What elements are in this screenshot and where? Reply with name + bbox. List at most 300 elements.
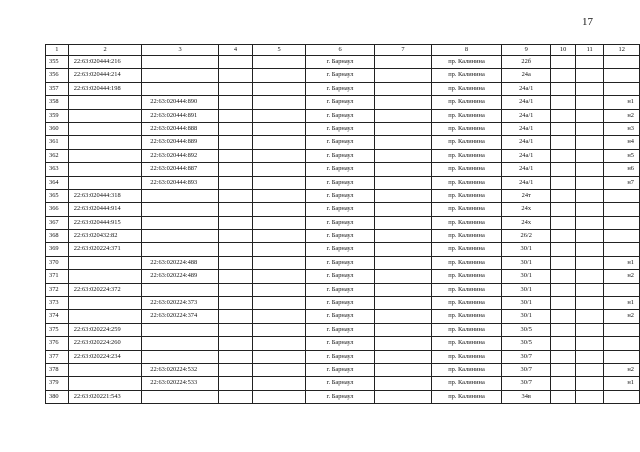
city-cell: г. Барнаул [306, 243, 375, 256]
house-number-cell: 30/1 [502, 256, 551, 269]
empty-cell [375, 350, 432, 363]
city-cell: г. Барнаул [306, 390, 375, 403]
empty-cell [218, 216, 252, 229]
cadastral-number-cell [68, 176, 142, 189]
table-row [46, 350, 640, 363]
empty-cell [218, 56, 252, 69]
empty-cell [575, 216, 604, 229]
city-cell: г. Барнаул [306, 122, 375, 135]
table-row [46, 216, 640, 229]
empty-cell [253, 363, 306, 376]
table-row [46, 82, 640, 95]
empty-cell [253, 149, 306, 162]
empty-cell [253, 310, 306, 323]
empty-cell [218, 243, 252, 256]
table-row [46, 96, 640, 109]
empty-cell [253, 323, 306, 336]
street-cell: пр. Калинина [431, 323, 501, 336]
row-number-cell: 357 [46, 82, 69, 95]
city-cell: г. Барнаул [306, 69, 375, 82]
cadastral-number-cell [68, 377, 142, 390]
empty-cell [551, 149, 576, 162]
premises-cadastral-number-cell: 22:63:020444:889 [142, 136, 219, 149]
empty-cell [375, 390, 432, 403]
premises-number-cell [604, 337, 640, 350]
empty-cell [253, 82, 306, 95]
row-number-cell: 374 [46, 310, 69, 323]
premises-number-cell: н2 [604, 310, 640, 323]
house-number-cell: 24а/1 [502, 96, 551, 109]
row-number-cell: 361 [46, 136, 69, 149]
empty-cell [575, 136, 604, 149]
empty-cell [575, 390, 604, 403]
premises-cadastral-number-cell: 22:63:020224:489 [142, 270, 219, 283]
empty-cell [218, 390, 252, 403]
table-row [46, 270, 640, 283]
empty-cell [575, 230, 604, 243]
registry-table [45, 44, 640, 404]
table-row [46, 283, 640, 296]
table-row [46, 136, 640, 149]
empty-cell [218, 176, 252, 189]
row-number-cell: 364 [46, 176, 69, 189]
street-cell: пр. Калинина [431, 163, 501, 176]
empty-cell [551, 203, 576, 216]
empty-cell [218, 270, 252, 283]
cadastral-number-cell [68, 270, 142, 283]
house-number-cell: 30/5 [502, 337, 551, 350]
empty-cell [575, 256, 604, 269]
cadastral-number-cell: 22:63:020432:82 [68, 230, 142, 243]
col-header-3: 3 [142, 45, 219, 56]
city-cell: г. Барнаул [306, 109, 375, 122]
empty-cell [218, 377, 252, 390]
empty-cell [253, 390, 306, 403]
premises-cadastral-number-cell: 22:63:020444:893 [142, 176, 219, 189]
empty-cell [218, 189, 252, 202]
street-cell: пр. Калинина [431, 337, 501, 350]
empty-cell [375, 96, 432, 109]
empty-cell [218, 283, 252, 296]
premises-number-cell: н4 [604, 136, 640, 149]
empty-cell [218, 230, 252, 243]
empty-cell [575, 270, 604, 283]
empty-cell [375, 256, 432, 269]
empty-cell [575, 189, 604, 202]
col-header-5: 5 [253, 45, 306, 56]
row-number-cell: 376 [46, 337, 69, 350]
row-number-cell: 362 [46, 149, 69, 162]
table-row [46, 176, 640, 189]
house-number-cell: 30/1 [502, 297, 551, 310]
empty-cell [575, 337, 604, 350]
empty-cell [375, 136, 432, 149]
empty-cell [253, 109, 306, 122]
cadastral-number-cell: 22:63:020444:915 [68, 216, 142, 229]
cadastral-number-cell: 22:63:020221:543 [68, 390, 142, 403]
empty-cell [253, 216, 306, 229]
empty-cell [575, 82, 604, 95]
premises-cadastral-number-cell: 22:63:020224:373 [142, 297, 219, 310]
premises-number-cell [604, 216, 640, 229]
city-cell: г. Барнаул [306, 82, 375, 95]
cadastral-number-cell: 22:63:020224:372 [68, 283, 142, 296]
premises-number-cell [604, 390, 640, 403]
premises-cadastral-number-cell [142, 69, 219, 82]
street-cell: пр. Калинина [431, 203, 501, 216]
empty-cell [253, 270, 306, 283]
city-cell: г. Барнаул [306, 297, 375, 310]
city-cell: г. Барнаул [306, 203, 375, 216]
col-header-4: 4 [218, 45, 252, 56]
empty-cell [575, 297, 604, 310]
empty-cell [575, 176, 604, 189]
col-header-8: 8 [431, 45, 501, 56]
table-header [46, 45, 640, 56]
empty-cell [575, 243, 604, 256]
premises-number-cell [604, 56, 640, 69]
empty-cell [575, 350, 604, 363]
street-cell: пр. Калинина [431, 122, 501, 135]
empty-cell [253, 350, 306, 363]
house-number-cell: 24а [502, 69, 551, 82]
empty-cell [253, 96, 306, 109]
premises-cadastral-number-cell [142, 230, 219, 243]
row-number-cell: 372 [46, 283, 69, 296]
premises-number-cell [604, 82, 640, 95]
cadastral-number-cell: 22:63:020224:371 [68, 243, 142, 256]
city-cell: г. Барнаул [306, 189, 375, 202]
premises-cadastral-number-cell [142, 56, 219, 69]
premises-cadastral-number-cell [142, 323, 219, 336]
empty-cell [575, 122, 604, 135]
house-number-cell: 30/5 [502, 323, 551, 336]
row-number-cell: 370 [46, 256, 69, 269]
empty-cell [218, 256, 252, 269]
street-cell: пр. Калинина [431, 350, 501, 363]
empty-cell [551, 189, 576, 202]
city-cell: г. Барнаул [306, 96, 375, 109]
table-row [46, 109, 640, 122]
premises-number-cell [604, 283, 640, 296]
city-cell: г. Барнаул [306, 350, 375, 363]
row-number-cell: 368 [46, 230, 69, 243]
empty-cell [575, 323, 604, 336]
cadastral-number-cell [68, 136, 142, 149]
cadastral-number-cell: 22:63:020444:198 [68, 82, 142, 95]
premises-number-cell [604, 189, 640, 202]
row-number-cell: 360 [46, 122, 69, 135]
house-number-cell: 24х [502, 203, 551, 216]
street-cell: пр. Калинина [431, 297, 501, 310]
header-row [46, 45, 640, 56]
house-number-cell: 30/1 [502, 243, 551, 256]
city-cell: г. Барнаул [306, 56, 375, 69]
premises-cadastral-number-cell: 22:63:020224:533 [142, 377, 219, 390]
street-cell: пр. Калинина [431, 390, 501, 403]
empty-cell [375, 377, 432, 390]
empty-cell [551, 256, 576, 269]
empty-cell [575, 203, 604, 216]
city-cell: г. Барнаул [306, 149, 375, 162]
street-cell: пр. Калинина [431, 109, 501, 122]
empty-cell [375, 163, 432, 176]
empty-cell [551, 243, 576, 256]
premises-number-cell [604, 230, 640, 243]
table-row [46, 256, 640, 269]
cadastral-number-cell: 22:63:020224:259 [68, 323, 142, 336]
cadastral-number-cell: 22:63:020444:214 [68, 69, 142, 82]
street-cell: пр. Калинина [431, 149, 501, 162]
empty-cell [253, 230, 306, 243]
street-cell: пр. Калинина [431, 82, 501, 95]
empty-cell [551, 297, 576, 310]
table-row [46, 230, 640, 243]
house-number-cell: 30/1 [502, 270, 551, 283]
empty-cell [253, 189, 306, 202]
table-row [46, 189, 640, 202]
premises-cadastral-number-cell: 22:63:020444:890 [142, 96, 219, 109]
street-cell: пр. Калинина [431, 189, 501, 202]
empty-cell [375, 297, 432, 310]
premises-number-cell: н2 [604, 270, 640, 283]
empty-cell [551, 122, 576, 135]
col-header-1: 1 [46, 45, 69, 56]
street-cell: пр. Калинина [431, 363, 501, 376]
empty-cell [575, 363, 604, 376]
table-row [46, 149, 640, 162]
empty-cell [375, 122, 432, 135]
city-cell: г. Барнаул [306, 176, 375, 189]
empty-cell [575, 56, 604, 69]
empty-cell [375, 203, 432, 216]
premises-number-cell [604, 69, 640, 82]
row-number-cell: 380 [46, 390, 69, 403]
city-cell: г. Барнаул [306, 310, 375, 323]
premises-number-cell: н6 [604, 163, 640, 176]
premises-cadastral-number-cell [142, 390, 219, 403]
premises-cadastral-number-cell: 22:63:020444:887 [142, 163, 219, 176]
premises-cadastral-number-cell [142, 216, 219, 229]
city-cell: г. Барнаул [306, 163, 375, 176]
cadastral-number-cell [68, 363, 142, 376]
table-row [46, 122, 640, 135]
empty-cell [253, 256, 306, 269]
empty-cell [218, 163, 252, 176]
premises-cadastral-number-cell [142, 203, 219, 216]
empty-cell [375, 283, 432, 296]
empty-cell [375, 323, 432, 336]
city-cell: г. Барнаул [306, 270, 375, 283]
empty-cell [575, 96, 604, 109]
empty-cell [375, 189, 432, 202]
house-number-cell: 24а/1 [502, 163, 551, 176]
house-number-cell: 26/2 [502, 230, 551, 243]
empty-cell [375, 69, 432, 82]
empty-cell [253, 297, 306, 310]
premises-number-cell: н2 [604, 363, 640, 376]
premises-cadastral-number-cell: 22:63:020224:488 [142, 256, 219, 269]
street-cell: пр. Калинина [431, 136, 501, 149]
house-number-cell: 24х [502, 216, 551, 229]
empty-cell [551, 69, 576, 82]
empty-cell [551, 163, 576, 176]
street-cell: пр. Калинина [431, 230, 501, 243]
empty-cell [375, 216, 432, 229]
premises-number-cell: н2 [604, 109, 640, 122]
empty-cell [375, 109, 432, 122]
premises-cadastral-number-cell [142, 283, 219, 296]
col-header-11: 11 [575, 45, 604, 56]
table-row [46, 56, 640, 69]
house-number-cell: 24а/1 [502, 136, 551, 149]
empty-cell [551, 230, 576, 243]
premises-cadastral-number-cell: 22:63:020444:888 [142, 122, 219, 135]
row-number-cell: 379 [46, 377, 69, 390]
cadastral-number-cell [68, 109, 142, 122]
table-row [46, 203, 640, 216]
empty-cell [575, 109, 604, 122]
col-header-6: 6 [306, 45, 375, 56]
row-number-cell: 369 [46, 243, 69, 256]
street-cell: пр. Калинина [431, 243, 501, 256]
empty-cell [375, 82, 432, 95]
premises-number-cell: н1 [604, 256, 640, 269]
row-number-cell: 373 [46, 297, 69, 310]
street-cell: пр. Калинина [431, 283, 501, 296]
empty-cell [551, 96, 576, 109]
premises-number-cell: н1 [604, 96, 640, 109]
empty-cell [253, 203, 306, 216]
premises-number-cell: н7 [604, 176, 640, 189]
premises-number-cell [604, 203, 640, 216]
row-number-cell: 371 [46, 270, 69, 283]
empty-cell [218, 82, 252, 95]
row-number-cell: 366 [46, 203, 69, 216]
house-number-cell: 24а/1 [502, 122, 551, 135]
empty-cell [551, 176, 576, 189]
premises-number-cell [604, 243, 640, 256]
table-body [46, 56, 640, 404]
empty-cell [551, 56, 576, 69]
street-cell: пр. Калинина [431, 96, 501, 109]
empty-cell [551, 283, 576, 296]
empty-cell [375, 270, 432, 283]
premises-number-cell [604, 323, 640, 336]
empty-cell [551, 270, 576, 283]
house-number-cell: 24а/1 [502, 82, 551, 95]
col-header-7: 7 [375, 45, 432, 56]
table-row [46, 297, 640, 310]
table-row [46, 363, 640, 376]
cadastral-number-cell: 22:63:020444:318 [68, 189, 142, 202]
table-row [46, 310, 640, 323]
premises-cadastral-number-cell [142, 243, 219, 256]
street-cell: пр. Калинина [431, 176, 501, 189]
street-cell: пр. Калинина [431, 256, 501, 269]
empty-cell [218, 203, 252, 216]
empty-cell [551, 216, 576, 229]
city-cell: г. Барнаул [306, 230, 375, 243]
empty-cell [253, 163, 306, 176]
table-row [46, 390, 640, 403]
house-number-cell: 30/7 [502, 363, 551, 376]
cadastral-number-cell [68, 122, 142, 135]
empty-cell [575, 283, 604, 296]
empty-cell [218, 149, 252, 162]
cadastral-number-cell: 22:63:020224:260 [68, 337, 142, 350]
city-cell: г. Барнаул [306, 216, 375, 229]
house-number-cell: 34в [502, 390, 551, 403]
empty-cell [218, 96, 252, 109]
city-cell: г. Барнаул [306, 323, 375, 336]
premises-number-cell: н5 [604, 149, 640, 162]
cadastral-number-cell [68, 163, 142, 176]
city-cell: г. Барнаул [306, 377, 375, 390]
premises-number-cell: н3 [604, 122, 640, 135]
row-number-cell: 358 [46, 96, 69, 109]
row-number-cell: 367 [46, 216, 69, 229]
col-header-9: 9 [502, 45, 551, 56]
table-row [46, 323, 640, 336]
empty-cell [551, 363, 576, 376]
empty-cell [375, 56, 432, 69]
empty-cell [551, 337, 576, 350]
empty-cell [551, 377, 576, 390]
house-number-cell: 24а/1 [502, 176, 551, 189]
row-number-cell: 378 [46, 363, 69, 376]
table-row [46, 69, 640, 82]
empty-cell [375, 310, 432, 323]
street-cell: пр. Калинина [431, 310, 501, 323]
street-cell: пр. Калинина [431, 270, 501, 283]
street-cell: пр. Калинина [431, 56, 501, 69]
street-cell: пр. Калинина [431, 216, 501, 229]
premises-cadastral-number-cell [142, 350, 219, 363]
empty-cell [551, 136, 576, 149]
empty-cell [218, 109, 252, 122]
empty-cell [551, 323, 576, 336]
empty-cell [218, 136, 252, 149]
city-cell: г. Барнаул [306, 283, 375, 296]
row-number-cell: 365 [46, 189, 69, 202]
empty-cell [253, 243, 306, 256]
house-number-cell: 24а/1 [502, 149, 551, 162]
empty-cell [218, 337, 252, 350]
page-number: 17 [582, 16, 593, 28]
house-number-cell: 30/7 [502, 350, 551, 363]
row-number-cell: 363 [46, 163, 69, 176]
empty-cell [551, 109, 576, 122]
cadastral-number-cell [68, 297, 142, 310]
house-number-cell: 30/7 [502, 377, 551, 390]
city-cell: г. Барнаул [306, 136, 375, 149]
house-number-cell: 30/1 [502, 283, 551, 296]
row-number-cell: 359 [46, 109, 69, 122]
empty-cell [218, 122, 252, 135]
empty-cell [375, 149, 432, 162]
table-row [46, 163, 640, 176]
premises-cadastral-number-cell [142, 82, 219, 95]
premises-cadastral-number-cell [142, 337, 219, 350]
premises-cadastral-number-cell: 22:63:020224:532 [142, 363, 219, 376]
empty-cell [253, 56, 306, 69]
cadastral-number-cell [68, 149, 142, 162]
row-number-cell: 355 [46, 56, 69, 69]
cadastral-number-cell: 22:63:020224:234 [68, 350, 142, 363]
empty-cell [575, 163, 604, 176]
empty-cell [551, 390, 576, 403]
